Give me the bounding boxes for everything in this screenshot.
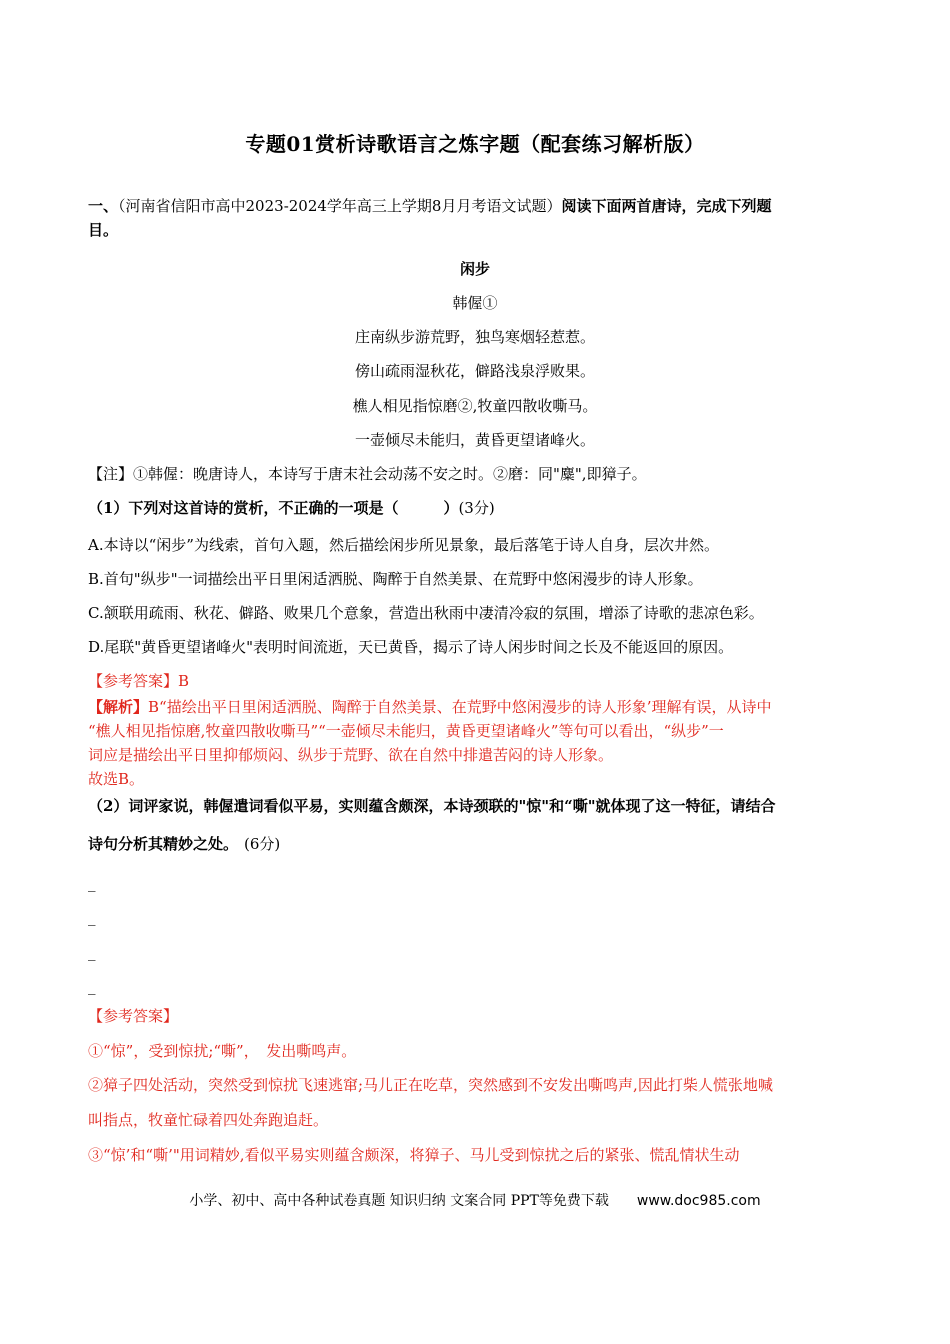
answer-blank: _ [88,943,96,961]
option-a: A.本诗以“闲步”为线索，首句入题，然后描绘闲步所见景象，最后落笔于诗人自身，层次井然。 [88,536,719,554]
poem-line: 庄南纵步游荒野，独鸟寒烟轻惹惹。 [354,328,595,346]
analysis-conclusion: 故选B。 [88,770,145,788]
sub-question-2-text: 诗句分析其精妙之处。 [88,835,239,853]
sub-question-2-cont [88,833,868,855]
footer-link[interactable]: www.doc985.com [636,1193,761,1209]
sub-question-2-score: (6分) [244,835,281,853]
page-footer [0,1190,950,1210]
question-1-header [88,195,868,217]
sub-question-2: （2）词评家说，韩偓遣词看似平易，实则蕴含颇深，本诗颈联的"惊"和“嘶"就体现了这一特征，请结合 [88,797,776,815]
answer-1: 【参考答案】B [88,672,190,690]
sub-question-1-score: (3分) [458,499,495,517]
option-c: C.颔联用疏雨、秋花、僻路、败果几个意象，营造出秋雨中凄清冷寂的氛围，增添了诗歌的悲凉色彩。 [88,604,764,622]
answer-2-line: ①“惊”，受到惊扰;“嘶”， 发出嘶鸣声。 [88,1042,357,1060]
answer-2-line: ③“惊’和“嘶’"用词精妙,看似平易实则蕴含颇深，将獐子、马儿受到惊扰之后的紧张、慌乱情状生动 [88,1146,740,1164]
analysis-line: 词应是描绘出平日里抑郁烦闷、纵步于荒野、欲在自然中排遣苦闷的诗人形象。 [88,746,614,764]
question-1-instruction-cont: 目。 [88,221,119,239]
poem-line: 樵人相见指惊磨②,牧童四散收嘶马。 [352,397,598,415]
analysis-text: B“描绘出平日里闲适洒脱、陶醉于自然美景、在荒野中悠闲漫步的诗人形象’理解有误，从诗中 [148,698,772,716]
sub-question-1-text: （1）下列对这首诗的赏析，不正确的一项是（ ） [88,499,459,517]
sub-question-1 [88,497,868,519]
question-1-instruction: 阅读下面两首唐诗，完成下列题 [561,197,772,215]
poem-title: 闲步 [459,260,490,278]
page-title: 专题01赏析诗歌语言之炼字题（配套练习解析版） [245,132,705,156]
answer-2-label: 【参考答案】 [88,1007,179,1025]
answer-2-line: ②獐子四处活动，突然受到惊扰飞速逃窜;马儿正在吃草，突然感到不安发出嘶鸣声,因此打柴人慌张地喊 [88,1076,773,1094]
analysis-line [88,696,868,718]
question-1-source: （河南省信阳市高中2023-2024学年高三上学期8月月考语文试题） [118,197,562,215]
analysis-label: 【解析】 [88,698,149,716]
question-1-prefix: 一、 [88,197,119,215]
answer-blank: _ [88,874,96,892]
poem-note: 【注】①韩偓：晚唐诗人，本诗写于唐末社会动荡不安之时。②磨：同"麋",即獐子。 [88,465,647,483]
analysis-line: “樵人相见指惊磨,牧童四散收嘶马”“一壶倾尽未能归，黄昏更望诸峰火”等句可以看出，“纵步”一 [88,722,724,740]
answer-blank: _ [88,977,96,995]
poem-line: 傍山疏雨湿秋花，僻路浅泉浮败果。 [354,362,595,380]
answer-blank: _ [88,908,96,926]
option-b: B.首句"纵步"一词描绘出平日里闲适洒脱、陶醉于自然美景、在荒野中悠闲漫步的诗人形象。 [88,570,703,588]
answer-2-line: 叫指点，牧童忙碌着四处奔跑追赶。 [88,1111,329,1129]
poem-author: 韩偓① [452,294,498,312]
poem-line: 一壶倾尽未能归，黄昏更望诸峰火。 [354,431,595,449]
footer-text: 小学、初中、高中各种试卷真题 知识归纳 文案合同 PPT等免费下载 [189,1193,609,1209]
option-d: D.尾联"黄昏更望诸峰火"表明时间流逝，天已黄昏，揭示了诗人闲步时间之长及不能返回的原因。 [88,638,734,656]
